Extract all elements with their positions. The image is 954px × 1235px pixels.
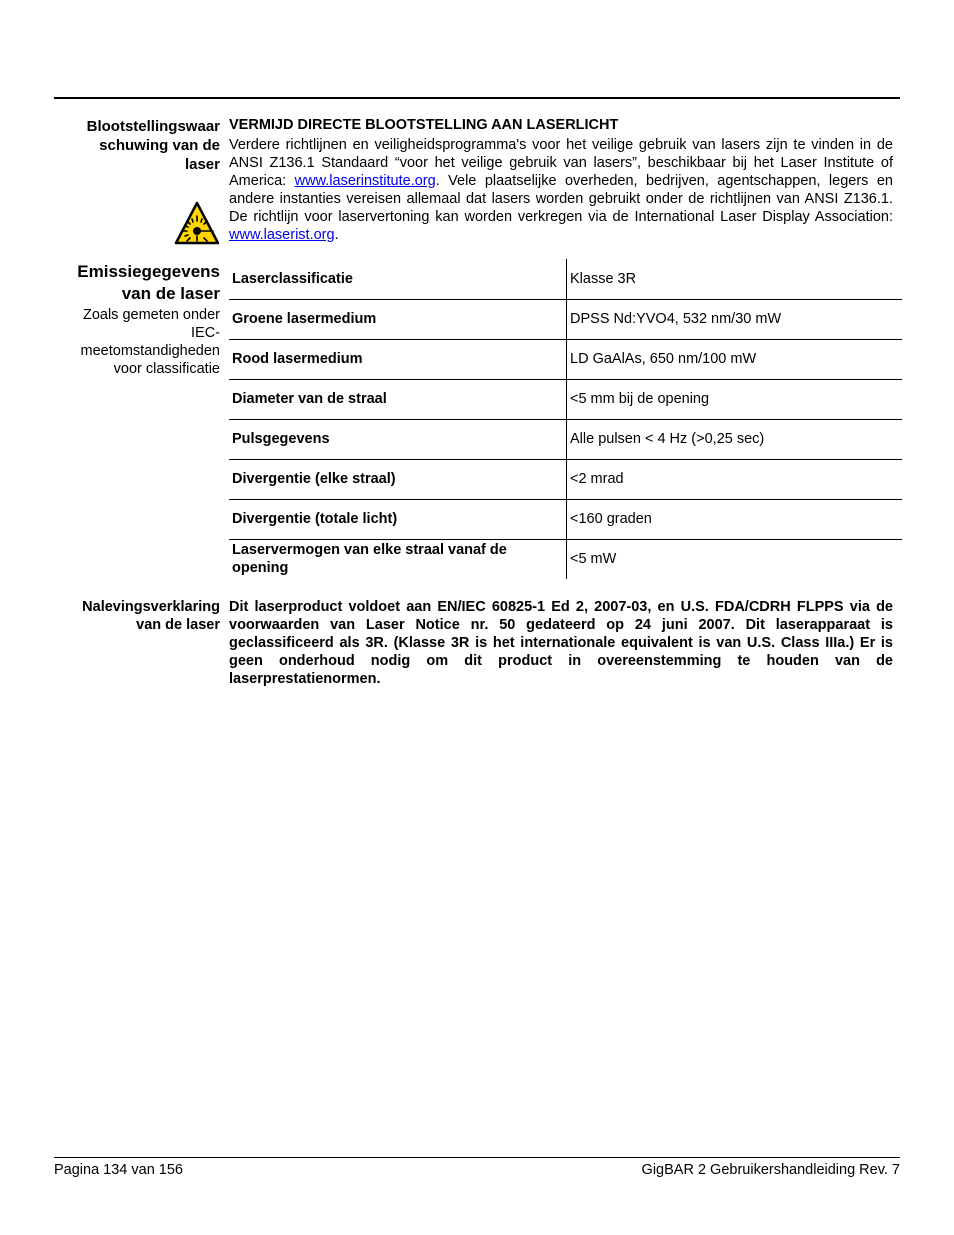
compliance-side-title: Nalevingsverklaring van de laser — [82, 599, 220, 633]
table-row — [229, 379, 902, 419]
exposure-heading: VERMIJD DIRECTE BLOOTSTELLING AAN LASERLICHT — [229, 117, 619, 133]
row-value: Klasse 3R — [567, 259, 903, 299]
row-value: LD GaAlAs, 650 nm/100 mW — [567, 339, 903, 379]
row-value: DPSS Nd:YVO4, 532 nm/30 mW — [567, 299, 903, 339]
table-row — [229, 299, 902, 339]
row-label: Laservermogen van elke straal vanaf de opening — [229, 539, 567, 579]
laser-warning-icon — [174, 201, 220, 245]
table-row — [229, 539, 902, 579]
table-row — [229, 459, 902, 499]
page-number: Pagina 134 van 156 — [54, 1162, 183, 1178]
laserist-link[interactable]: www.laserist.org — [229, 227, 335, 243]
row-label: Diameter van de straal — [229, 379, 567, 419]
table-row — [229, 339, 902, 379]
row-label: Rood lasermedium — [229, 339, 567, 379]
row-value: <5 mm bij de opening — [567, 379, 903, 419]
row-label: Divergentie (elke straal) — [229, 459, 567, 499]
table-row — [229, 499, 902, 539]
table-row — [229, 259, 902, 299]
row-label: Divergentie (totale licht) — [229, 499, 567, 539]
compliance-paragraph: Dit laserproduct voldoet aan EN/IEC 60825-1 Ed 2, 2007-03, en U.S. FDA/CDRH FLPPS via de voorwaarden van Laser Notice nr. 50 gedateerd op 24 juni 2007. Dit laserapparaat is geclassificeerd als 3R. (Klasse 3R is het internationale equivalent is van U.S. Class IIIa.) Er is geen onderhoud nodig om dit product in overeenstemming te houden van de laserprestatienormen. — [229, 599, 893, 687]
row-value: <5 mW — [567, 539, 903, 579]
row-label: Laserclassificatie — [232, 270, 353, 287]
row-value: <2 mrad — [567, 459, 903, 499]
emission-side-subtitle: Zoals gemeten onder IEC- meetomstandigheden voor classificatie — [80, 307, 220, 377]
row-label: Groene lasermedium — [229, 299, 567, 339]
row-value: <160 graden — [567, 499, 903, 539]
emission-table — [229, 259, 902, 579]
manual-title: GigBAR 2 Gebruikershandleiding Rev. 7 — [641, 1162, 900, 1178]
emission-side-title: Emissiegegevens van de laser — [77, 262, 220, 303]
table-row — [229, 419, 902, 459]
row-value: Alle pulsen < 4 Hz (>0,25 sec) — [567, 419, 903, 459]
exposure-side-title: Blootstellingswaar schuwing van de laser — [86, 118, 220, 173]
top-divider — [54, 97, 900, 99]
row-label: Pulsgegevens — [229, 419, 567, 459]
exposure-paragraph: Verdere richtlijnen en veiligheidsprogramma's voor het veilige gebruik van lasers zijn te vinden in de ANSI Z136.1 Standaard “voor het veilige gebruik van lasers”, beschikbaar bij het Laser Institute of America: www.laserinstitute.org. Vele plaatselijke overheden, bedrijven, agentschappen, legers en andere instanties vereisen allemaal dat lasers worden gebruikt onder de richtlijnen van ANSI Z136.1. De richtlijn voor laservertoning kan worden verkregen via de International Laser Display Association: www.laserist.org. — [229, 137, 893, 243]
laserinstitute-link[interactable]: www.laserinstitute.org — [294, 173, 436, 189]
footer-divider — [54, 1157, 900, 1158]
